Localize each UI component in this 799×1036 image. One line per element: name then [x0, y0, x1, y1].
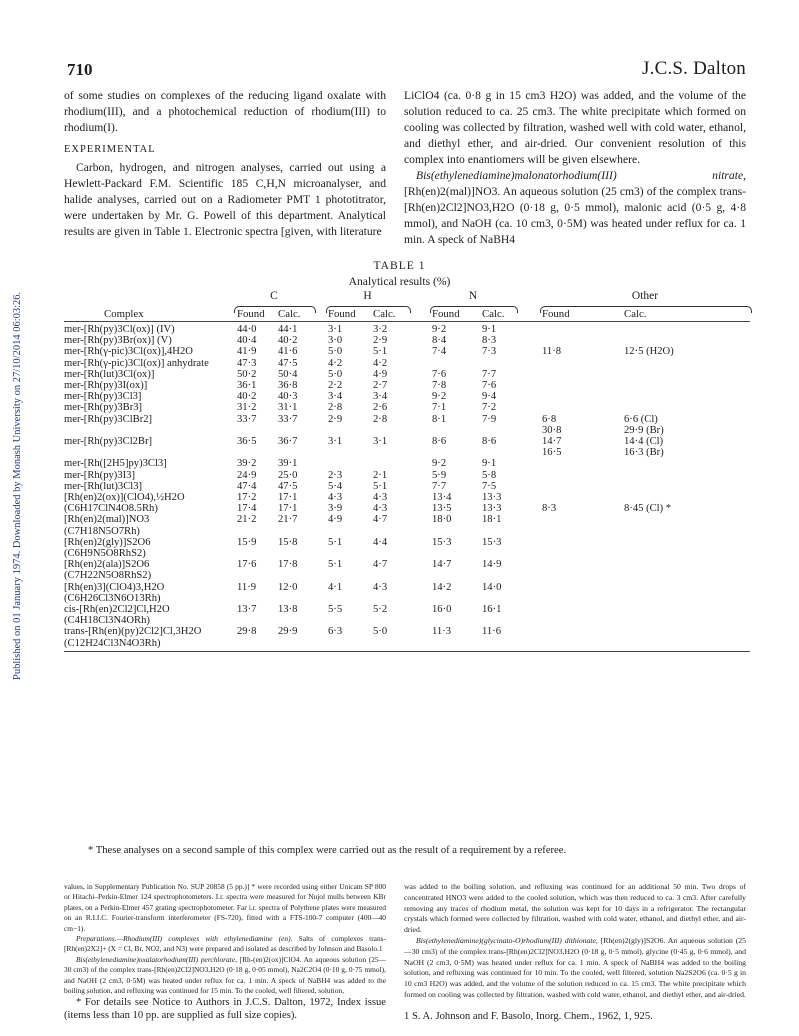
table-row — [64, 526, 750, 538]
side-note-text: Published on 01 January 1974. Downloaded by Monash University on 27/10/2014 06:03:26. — [12, 291, 23, 680]
table-value-cell: 50·2 — [237, 368, 257, 380]
table-caption — [0, 258, 799, 290]
table-value-cell: 7·3 — [482, 346, 497, 358]
table-row — [64, 346, 750, 358]
table-complex-cell: mer-[Rh(py)3Cl2Br] — [64, 436, 153, 447]
table-value-cell: 47·4 — [237, 480, 257, 492]
table-complex-cell: mer-[Rh(py)3I(ox)] — [64, 380, 148, 391]
table-value-cell: 12·0 — [278, 581, 298, 593]
table-value-cell: 5·1 — [328, 536, 343, 548]
table-complex-cell: (C6H26Cl3N6O13Rh) — [64, 592, 161, 604]
table-value-cell: 8·4 — [432, 335, 447, 347]
table-value-cell: 2·8 — [373, 413, 388, 425]
table-value-cell: 9·1 — [482, 458, 497, 470]
table-value-cell: 4·9 — [328, 514, 343, 526]
table-value-cell: 44·1 — [278, 324, 298, 335]
table-complex-cell: (C12H24Cl3N4O3Rh) — [64, 637, 161, 649]
table-complex-cell: mer-[Rh(py)3Cl3] — [64, 391, 142, 403]
table-value-cell: 16·0 — [432, 604, 452, 615]
table-row — [64, 391, 750, 403]
table-row — [64, 559, 750, 571]
table-value-cell: 14·7 — [432, 559, 452, 571]
table-value-cell: 31·2 — [237, 402, 257, 414]
top-left-column — [64, 88, 386, 240]
malonato-title: Bis(ethylenediamine)malonatorhodium(III) nitrate, — [416, 169, 746, 182]
table-column-header: Calc. — [624, 308, 647, 320]
table-row — [64, 425, 750, 437]
licl-paragraph: LiClO4 (ca. 0·8 g in 15 cm3 H2O) was added, and the volume of the solution reduced to ca. 25 cm3. The white precipitate which formed on cooling was collected by filtration, washed well with cold water, ethanol, and diethyl ether, and air-dried. Our convenient resolution of this complex into enantiomers will be given elsewhere. — [404, 89, 746, 166]
table-value-cell: 41·9 — [237, 346, 257, 358]
table-column-header: Calc. — [482, 308, 505, 320]
table-value-cell: 16·1 — [482, 604, 502, 615]
table-value-cell: 3·4 — [373, 391, 388, 403]
table-value-cell: 2·9 — [373, 335, 388, 347]
table-value-cell: 7·2 — [482, 402, 497, 414]
table-value-cell: 6·3 — [328, 626, 343, 638]
table-value-cell: 9·2 — [432, 324, 447, 335]
table-row — [64, 570, 750, 582]
glycinato-paragraph — [404, 936, 746, 1001]
table-value-cell: 9·2 — [432, 458, 447, 470]
table-row — [64, 358, 750, 370]
table-header-rule — [64, 321, 750, 322]
table-value-cell: 5·0 — [373, 626, 388, 638]
table-value-cell: 3·2 — [373, 324, 388, 335]
table-complex-cell: [Rh(en)2(ox)](ClO4),½H2O — [64, 492, 185, 503]
bottom-left-column — [64, 882, 386, 1022]
preparations-paragraph — [64, 934, 386, 955]
table-column-header: Found — [432, 308, 460, 320]
continuation-paragraph: was added to the boiling solution, and refluxing was continued for an additional 50 min. Two drops of concentrated HNO3 were added to the cooled solution, which was then reduced to ca. 3 cm3. After carefully removing any traces of rhodium metal, the solution was kept for 10 days in a refrigerator. The rectangular crystals which formed were collected by filtration, washed with cold water, ethanol, and diethyl ether, and air-dried. — [404, 882, 746, 935]
journal-title: J.C.S. Dalton — [642, 58, 746, 79]
table-value-cell: 13·8 — [278, 604, 298, 615]
table-row — [64, 481, 750, 493]
table-value-cell: 31·1 — [278, 402, 298, 414]
table-row — [64, 458, 750, 470]
table-value-cell: 11·9 — [237, 581, 257, 593]
glycinato-title: Bis(ethylenediamine)(glycinato-O)rhodium(III) dithionate, — [416, 935, 598, 945]
table-column-header: Calc. — [278, 308, 301, 320]
table-group-n: N — [468, 290, 478, 302]
table-complex-cell: mer-[Rh(py)3ClBr2] — [64, 413, 153, 425]
table-row — [64, 447, 750, 459]
table-row — [64, 604, 750, 616]
table-value-cell: 8·45 (Cl) * — [624, 503, 672, 515]
page-number: 710 — [67, 60, 93, 79]
table-value-cell: 13·3 — [482, 503, 502, 515]
table-value-cell: 4·4 — [373, 536, 388, 548]
table-value-cell: 15·3 — [432, 536, 452, 548]
table-value-cell: 47·3 — [237, 357, 257, 369]
table-row — [64, 492, 750, 504]
table-value-cell: 2·7 — [373, 380, 388, 391]
table-group-h: H — [363, 290, 372, 302]
table-value-cell: 5·0 — [328, 346, 343, 358]
table-value-cell: 9·1 — [482, 324, 497, 335]
table-complex-cell: (C7H22N5O8RhS2) — [64, 570, 152, 582]
table-value-cell: 7·7 — [482, 368, 497, 380]
table-row — [64, 582, 750, 594]
table-value-cell: 33·7 — [237, 413, 257, 425]
table-value-cell: 6·8 — [542, 413, 557, 425]
table-row — [64, 414, 750, 426]
table-bottom-rule — [64, 651, 750, 652]
table-value-cell: 36·8 — [278, 380, 298, 391]
table-value-cell: 4·7 — [373, 514, 388, 526]
table-value-cell: 2·1 — [373, 469, 388, 481]
table-value-cell: 3·1 — [373, 436, 388, 447]
table-value-cell: 2·3 — [328, 469, 343, 481]
table-value-cell: 5·9 — [432, 469, 447, 481]
table-value-cell: 47·5 — [278, 480, 298, 492]
table-value-cell: 4·3 — [373, 581, 388, 593]
table-complex-cell: mer-[Rh(py)3Br(ox)] (V) — [64, 335, 172, 347]
table-value-cell: 4·1 — [328, 581, 343, 593]
section-heading: EXPERIMENTAL — [64, 144, 156, 155]
table-value-cell: 21·2 — [237, 514, 257, 526]
table-row — [64, 470, 750, 482]
table-value-cell: 33·7 — [278, 413, 298, 425]
table-value-cell: 5·4 — [328, 480, 343, 492]
table-value-cell: 13·4 — [432, 492, 452, 503]
table-complex-cell: mer-[Rh(lut)3Cl(ox)] — [64, 368, 155, 380]
table-complex-cell: mer-[Rh(γ-pic)3Cl(ox)] anhydrate — [64, 357, 209, 369]
table-value-cell: 5·1 — [328, 559, 343, 571]
table-row — [64, 615, 750, 627]
table-value-cell: 13·7 — [237, 604, 257, 615]
table-value-cell: 7·6 — [482, 380, 497, 391]
table-complex-cell: [Rh(en)2(ala)]S2O6 — [64, 559, 150, 571]
table-value-cell: 15·9 — [237, 536, 257, 548]
table-row — [64, 369, 750, 381]
table-row — [64, 548, 750, 560]
table-value-cell: 15·8 — [278, 536, 298, 548]
table-value-cell: 17·4 — [237, 503, 257, 515]
table-value-cell: 3·0 — [328, 335, 343, 347]
table-value-cell: 3·4 — [328, 391, 343, 403]
table-label: TABLE 1 — [373, 259, 426, 272]
intro-paragraph: of some studies on complexes of the reducing ligand oxalate with rhodium(III), and a photochemical reduction of rhodium(III) to rhodium(I). — [64, 89, 386, 134]
table-value-cell: 17·8 — [278, 559, 298, 571]
oxalato-title: Bis(ethylenediamine)oxalatorhodium(III) perchlorate, — [76, 954, 237, 964]
table-complex-cell: (C6H9N5O8RhS2) — [64, 548, 146, 559]
table-value-cell: 8·3 — [542, 503, 557, 515]
table-value-cell: 18·1 — [482, 514, 502, 526]
table-value-cell: 5·0 — [328, 368, 343, 380]
table-value-cell: 29·9 — [278, 626, 298, 638]
table-value-cell: 39·2 — [237, 458, 257, 470]
table-value-cell: 12·5 (H2O) — [624, 346, 674, 358]
table-value-cell: 40·2 — [237, 391, 257, 403]
table-value-cell: 8·3 — [482, 335, 497, 347]
table-value-cell: 11·3 — [432, 626, 452, 638]
table-value-cell: 6·6 (Cl) — [624, 413, 658, 425]
table-value-cell: 4·9 — [373, 368, 388, 380]
table-group-other: Other — [631, 290, 659, 302]
table-value-cell: 29·9 (Br) — [624, 424, 664, 436]
reference-1: 1 S. A. Johnson and F. Basolo, Inorg. Chem., 1962, 1, 925. — [404, 1011, 653, 1022]
table-value-cell: 40·2 — [278, 335, 298, 347]
malonato-text: [Rh(en)2(mal)]NO3. An aqueous solution (25 cm3) of the complex trans-[Rh(en)2Cl2]NO3,H2O (0·18 g, 0·5 mmol), malonic acid (0·5 g, 4·8 mmol), and NaOH (ca. 10 cm3, 0·5M) was heated under reflux for ca. 1 min. A speck of NaBH4 — [404, 185, 746, 246]
table-value-cell: 40·4 — [237, 335, 257, 347]
table-column-header: Complex — [104, 308, 144, 320]
spectra-paragraph: values, in Supplementary Publication No. SUP 20858 (5 pp.)] * were recorded using either Unicam SP 800 or Hitachi–Perkin-Elmer 124 spectrophotometers. I.r. spectra were measured for Nujol mulls between KBr plates, on a Perkin-Elmer 457 grating spectrophotometer. Far i.r. spectra of Polythene plates were measured on an R.I.I.C. Fourier-transform interferometer (FS-720), fitted with a FTS-100-7 computer (400—40 cm−1). — [64, 882, 386, 933]
table-value-cell: 7·8 — [432, 380, 447, 391]
table-value-cell: 17·2 — [237, 492, 257, 503]
table-value-cell: 2·8 — [328, 402, 343, 414]
table-value-cell: 7·7 — [432, 480, 447, 492]
table-complex-cell: mer-[Rh(py)3I3] — [64, 469, 135, 481]
table-value-cell: 41·6 — [278, 346, 298, 358]
analyses-paragraph: Carbon, hydrogen, and nitrogen analyses, carried out using a Hewlett-Packard F.M. Scientific 185 C,H,N microanalyser, and halide analyses, carried out on a Radiometer PMT 1 phototitrator, were undertaken by Mr. G. Powell of this department. Analytical results are given in Table 1. Electronic spectra [given, with literature — [64, 161, 386, 238]
table-row — [64, 402, 750, 414]
preparations-title: Preparations.—Rhodium(III) complexes with ethylenediamine (en). — [76, 934, 293, 944]
table-value-cell: 14·2 — [432, 581, 452, 593]
table-value-cell: 15·3 — [482, 536, 502, 548]
table-value-cell: 40·3 — [278, 391, 298, 403]
table-value-cell: 8·1 — [432, 413, 447, 425]
table-value-cell: 7·1 — [432, 402, 447, 414]
table-value-cell: 21·7 — [278, 514, 298, 526]
oxalato-paragraph — [64, 955, 386, 997]
table-value-cell: 5·1 — [373, 346, 388, 358]
table-complex-cell: mer-[Rh(py)3Br3] — [64, 402, 143, 414]
table-value-cell: 3·9 — [328, 503, 343, 515]
table-row — [64, 537, 750, 549]
table-value-cell: 4·3 — [373, 492, 388, 503]
table-complex-cell: mer-[Rh(py)3Cl(ox)] (IV) — [64, 324, 175, 335]
table-value-cell: 17·1 — [278, 492, 298, 503]
table-value-cell: 30·8 — [542, 424, 562, 436]
table-value-cell: 5·2 — [373, 604, 388, 615]
table-value-cell: 4·3 — [328, 492, 343, 503]
table-complex-cell: mer-[Rh(γ-pic)3Cl(ox)],4H2O — [64, 346, 193, 358]
table-value-cell: 50·4 — [278, 368, 298, 380]
table-value-cell: 13·5 — [432, 503, 452, 515]
table-value-cell: 17·6 — [237, 559, 257, 571]
table-row — [64, 335, 750, 347]
table-value-cell: 3·1 — [328, 324, 343, 335]
table-value-cell: 5·1 — [373, 480, 388, 492]
table-row — [64, 380, 750, 392]
table-column-header: Found — [237, 308, 265, 320]
table-value-cell: 29·8 — [237, 626, 257, 638]
table-row — [64, 638, 750, 650]
table-value-cell: 36·7 — [278, 436, 298, 447]
page-footnote: * For details see Notice to Authors in J.C.S. Dalton, 1972, Index issue (items less than 10 pp. are supplied as full size copies). — [64, 997, 386, 1022]
table-value-cell: 25·0 — [278, 469, 298, 481]
table-value-cell: 14·7 — [542, 436, 562, 447]
table-value-cell: 8·6 — [432, 436, 447, 447]
table-value-cell: 4·2 — [328, 357, 343, 369]
table-complex-cell: mer-[Rh(lut)3Cl3] — [64, 480, 143, 492]
table-title: Analytical results (%) — [348, 275, 451, 288]
table-value-cell: 4·3 — [373, 503, 388, 515]
table-value-cell: 3·1 — [328, 436, 343, 447]
bottom-right-column — [404, 882, 746, 1001]
table-value-cell: 14·0 — [482, 581, 502, 593]
table-complex-cell: trans-[Rh(en)(py)2Cl2]Cl,3H2O — [64, 626, 202, 638]
preparations-text: Salts of complexes trans-[Rh(en)2X2]+ (X = Cl, Br, NO2, and N3) were prepared and isolated as described by Johnson and Basolo.1 — [64, 934, 386, 954]
publication-side-note — [0, 120, 24, 680]
table-value-cell: 5·5 — [328, 604, 343, 615]
table-value-cell: 24·9 — [237, 469, 257, 481]
table-complex-cell: (C4H18Cl3N4ORh) — [64, 615, 150, 627]
table-value-cell: 2·2 — [328, 380, 343, 391]
table-value-cell: 7·6 — [432, 368, 447, 380]
table-complex-cell: [Rh(en)2(gly)]S2O6 — [64, 536, 151, 548]
table-value-cell: 11·6 — [482, 626, 502, 638]
table-complex-cell: (C7H18N5O7Rh) — [64, 525, 140, 537]
table-group-c: C — [270, 290, 278, 302]
table-value-cell: 44·0 — [237, 324, 257, 335]
table-value-cell: 39·1 — [278, 458, 298, 470]
table-footnote: * These analyses on a second sample of this complex were carried out as the result of a requirement by a referee. — [88, 845, 567, 856]
oxalato-text: [Rh-(en)2(ox)]ClO4. An aqueous solution (25—30 cm3) of the complex trans-[Rh(en)2Cl2]NO3,H2O (0·18 g, 0·05 mmol), Na2C2O4 (0·10 g, 0·75 mmol), and NaOH (2 cm3, 0·5M) was heated under reflux for ca. 1 min. A speck of NaBH4 was added to the boiling solution, and refluxing was continued for 15 min. To the cooled, well filtered, solution, — [64, 954, 386, 996]
table-value-cell: 18·0 — [432, 514, 452, 526]
table-value-cell: 5·8 — [482, 469, 497, 481]
table-row — [64, 593, 750, 605]
table-value-cell: 16·3 (Br) — [624, 447, 664, 459]
table-complex-cell: mer-[Rh([2H5]py)3Cl3] — [64, 458, 167, 470]
table-row — [64, 626, 750, 638]
table-value-cell: 36·1 — [237, 380, 257, 391]
table-column-header: Found — [542, 308, 570, 320]
table-value-cell: 9·2 — [432, 391, 447, 403]
malonato-paragraph — [404, 168, 746, 248]
table-complex-cell: [Rh(en)2(mal)]NO3 — [64, 514, 150, 526]
table-row — [64, 324, 750, 336]
table-value-cell: 7·4 — [432, 346, 447, 358]
table-complex-cell: cis-[Rh(en)2Cl2]Cl,H2O — [64, 604, 170, 615]
table-column-header: Calc. — [373, 308, 396, 320]
table-row — [64, 514, 750, 526]
table-value-cell: 14·9 — [482, 559, 502, 571]
top-right-column — [404, 88, 746, 248]
table-row — [64, 503, 750, 515]
table-value-cell: 2·9 — [328, 413, 343, 425]
table-complex-cell: [Rh(en)3](ClO4)3,H2O — [64, 581, 165, 593]
table-value-cell: 14·4 (Cl) — [624, 436, 664, 447]
table-value-cell: 2·6 — [373, 402, 388, 414]
glycinato-text: [Rh(en)2(gly)]S2O6. An aqueous solution (25—30 cm3) of the complex trans-[Rh(en)2Cl2]NO3,H2O (0·18 g, 0·5 mmol), glycine (0·45 g, 0·6 mmol), and NaOH (2 cm3, 0·5M) was heated under reflux for ca. 1 min. A speck of NaBH4 was added to the boiling solution, and refluxing was continued for 10 min. To the cooled, well filtered, solution Na2S2O6 (ca. 0·5 g in 10 cm3 H2O) was added, and the volume of the solution reduced to ca. 15 cm3. The white precipitate which formed on cooling was collected by filtration, washed with cold water, ethanol, and diethyl ether, and air-dried. — [404, 935, 746, 999]
table-value-cell: 4·2 — [373, 357, 388, 369]
table-value-cell: 13·3 — [482, 492, 502, 503]
table-value-cell: 7·5 — [482, 480, 497, 492]
table-value-cell: 9·4 — [482, 391, 497, 403]
table-value-cell: 8·6 — [482, 436, 497, 447]
table-column-header: Found — [328, 308, 356, 320]
table-value-cell: 4·7 — [373, 559, 388, 571]
table-value-cell: 47·5 — [278, 357, 298, 369]
table-row — [64, 436, 750, 448]
table-value-cell: 7·9 — [482, 413, 497, 425]
table-value-cell: 16·5 — [542, 447, 562, 459]
table-value-cell: 11·8 — [542, 346, 562, 358]
table-complex-cell: (C6H17ClN4O8.5Rh) — [64, 503, 158, 515]
table-value-cell: 17·1 — [278, 503, 298, 515]
table-value-cell: 36·5 — [237, 436, 257, 447]
